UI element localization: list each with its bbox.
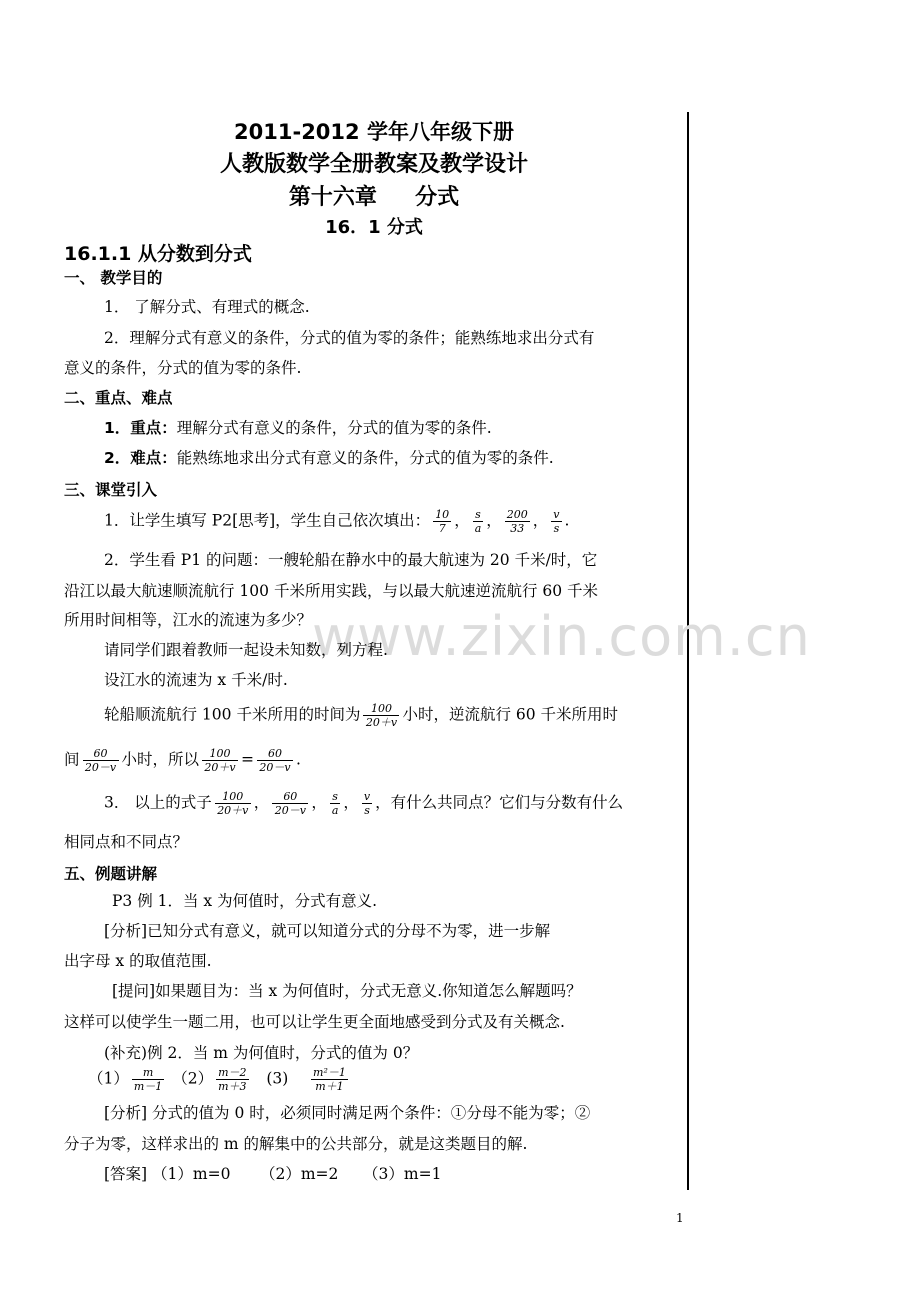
fraction [363,702,399,729]
goal-2b: 意义的条件，分式的值为零的条件. [64,359,302,377]
denominator: 20＋v [204,761,236,774]
intro-4: 设江水的流速为 x 千米/时. [104,671,288,689]
section-number: 16．1 分式 [325,217,423,238]
denominator: 7 [438,522,446,535]
denominator: 20－v [259,761,291,774]
fraction [551,508,561,535]
numerator: 200 [506,508,528,521]
heading-key-points: 二、重点、难点 [64,389,173,407]
intro-6-text-a: 间 [64,750,80,769]
heading-teaching-goals: 一、 教学目的 [64,269,163,287]
example-1: P3 例 1．当 x 为何值时，分式有意义. [112,892,378,910]
watermark: www.zixin.com.cn [312,605,811,668]
denominator: m＋3 [218,1080,247,1093]
fraction [215,790,251,817]
numerator: s [330,790,341,804]
difficulty-label: 2．难点： [104,449,177,467]
key-point-label: 1．重点： [104,419,177,437]
key-point-text: 理解分式有意义的条件，分式的值为零的条件. [176,419,492,437]
denominator: 20＋v [217,804,249,817]
fraction [83,747,119,774]
intro-8: 相同点和不同点？ [64,833,189,851]
numerator: 60 [272,790,308,804]
denominator: 20－v [84,761,117,774]
numerator: v [553,508,560,521]
intro-6-text-b: 小时，所以 [121,750,200,769]
denominator: m－1 [133,1080,163,1093]
difficulty-text: 能熟练地求出分式有意义的条件，分式的值为零的条件. [176,449,554,467]
key-point-1 [104,418,492,438]
intro-7-text-a: 3． 以上的式子 [104,793,212,812]
intro-5 [104,702,618,729]
example-2: (补充)例 2．当 m 为何值时，分式的值为 0？ [104,1044,419,1062]
goal-1: 1． 了解分式、有理式的概念. [104,298,310,316]
item-1-label: （1） [88,1069,129,1088]
goal-2a: 2．理解分式有意义的条件，分式的值为零的条件；能熟练地求出分式有 [104,329,595,347]
numerator: m²－1 [313,1066,346,1079]
fraction [473,508,484,535]
numerator: 100 [215,790,251,804]
denominator: m＋1 [315,1080,344,1093]
analysis-2b: 分子为零，这样求出的 m 的解集中的公共部分，就是这类题目的解. [64,1135,528,1153]
heading-examples: 五、例题讲解 [64,865,158,883]
analysis-1b: 出字母 x 的取值范围. [64,952,212,970]
heading-introduction: 三、课堂引入 [64,481,158,499]
denominator: 20＋v [365,716,398,729]
denominator: 20－v [274,804,306,817]
numerator: v [363,790,371,803]
intro-7: 3． 以上的式子 $\frac{100}{20+v}$ ， $\frac{60}{20-v}$ ， $\frac{s}{a}$ ， $\frac{v}{s}$ ，有什么共同点？它们与分数有什么 [104,790,624,817]
fraction [433,508,451,535]
fraction [505,508,530,535]
intro-2b: 沿江以最大航速顺流航行 100 千米所用实践，与以最大航速逆流航行 60 千米 [64,582,599,600]
fraction [272,790,308,817]
numerator: 60 [257,747,293,761]
numerator: s [473,508,484,522]
analysis-1a: [分析]已知分式有意义，就可以知道分式的分母不为零，进一步解 [104,922,551,940]
question-1b: 这样可以使学生一题二用，也可以让学生更全面地感受到分式及有关概念. [64,1013,565,1031]
denominator: a [474,522,482,535]
key-point-2 [104,448,554,468]
intro-3: 请同学们跟着教师一起设未知数，列方程. [104,641,388,659]
fraction [257,747,293,774]
fraction [311,1066,348,1093]
intro-7-text-b: ，有什么共同点？它们与分数有什么 [375,793,624,812]
fraction [362,790,372,817]
intro-5-text-a: 轮船顺流航行 100 千米所用的时间为 [104,705,361,724]
example-2-items [88,1066,351,1093]
denominator: s [553,522,560,535]
intro-1-text: 1．让学生填写 P2[思考]，学生自己依次填出： [104,511,431,530]
denominator: s [364,804,370,817]
item-2-label: （2） [172,1069,214,1088]
analysis-2a: [分析] 分式的值为 0 时，必须同时满足两个条件：①分母不能为零；② [104,1104,591,1122]
intro-5-text-b: 小时，逆流航行 60 千米所用时 [402,705,619,724]
intro-2a: 2．学生看 P1 的问题：一艘轮船在静水中的最大航速为 20 千米/时，它 [104,551,598,569]
intro-2c: 所用时间相等，江水的流速为多少？ [64,611,313,629]
intro-6: 间 $\frac{60}{20-v}$ 小时，所以 $\frac{100}{20+v}$ = $\frac{60}{20-v}$ . [64,747,301,774]
page-number: 1 [676,1211,684,1225]
chapter-title: 第十六章 分式 [288,185,460,210]
denominator: 33 [510,522,525,535]
section-heading: 16.1.1 从分数到分式 [64,243,252,265]
fraction [330,790,341,817]
numerator: 100 [363,702,399,716]
numerator: 60 [83,747,119,761]
numerator: m－2 [218,1066,247,1079]
title-line-1: 2011-2012 学年八年级下册 [234,120,514,144]
answer: [答案] （1）m=0 （2）m=2 （3）m=1 [104,1165,442,1183]
item-3-label: (3) [266,1069,289,1088]
title-line-2: 人教版数学全册教案及教学设计 [219,152,528,177]
numerator: 10 [435,508,450,521]
question-1a: [提问]如果题目为：当 x 为何值时，分式无意义.你知道怎么解题吗？ [112,982,582,1000]
numerator: m [132,1066,164,1080]
intro-1: 1．让学生填写 P2[思考]，学生自己依次填出： $\frac{10}{7}$ ， $\frac{s}{a}$ ， $\frac{200}{33}$ ， $\frac{v}{s}$ . [104,508,570,535]
fraction [202,747,238,774]
fraction [132,1066,164,1093]
fraction [216,1066,248,1093]
denominator: a [331,804,339,817]
numerator: 100 [202,747,238,761]
